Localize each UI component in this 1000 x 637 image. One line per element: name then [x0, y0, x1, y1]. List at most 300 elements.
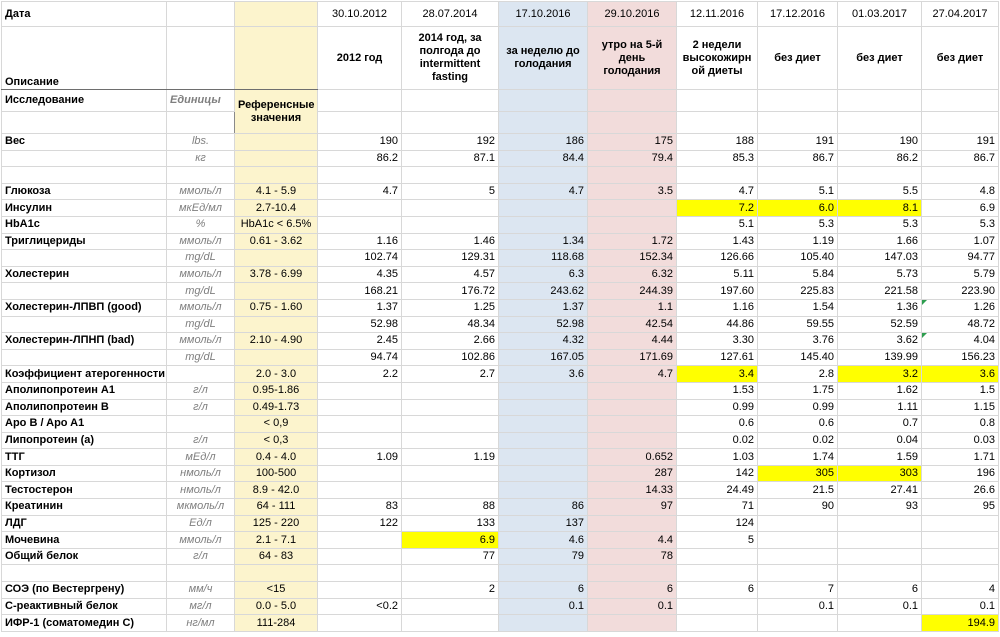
row-label-cell[interactable]: Аполипопротеин В [2, 399, 167, 416]
value-cell[interactable]: 0.8 [922, 416, 999, 433]
value-cell[interactable]: <0.2 [318, 598, 402, 615]
description-header-cell[interactable]: за неделю до голодания [499, 27, 588, 90]
value-cell[interactable] [499, 482, 588, 499]
value-cell[interactable] [402, 399, 499, 416]
value-cell[interactable] [402, 416, 499, 433]
value-cell[interactable]: 102.86 [402, 349, 499, 366]
value-cell[interactable]: 21.5 [758, 482, 838, 499]
value-cell[interactable]: 5.84 [758, 266, 838, 283]
value-cell[interactable] [677, 598, 758, 615]
value-cell[interactable] [318, 565, 402, 582]
value-cell[interactable]: 52.59 [838, 316, 922, 333]
value-cell[interactable]: 192 [402, 134, 499, 151]
value-cell[interactable]: 1.03 [677, 449, 758, 466]
value-cell[interactable] [677, 615, 758, 632]
reference-cell[interactable]: 2.0 - 3.0 [235, 366, 318, 383]
reference-cell[interactable] [235, 150, 318, 167]
date-header-cell[interactable]: 30.10.2012 [318, 2, 402, 27]
value-cell[interactable]: 0.652 [588, 449, 677, 466]
value-cell[interactable]: 167.05 [499, 349, 588, 366]
value-cell[interactable]: 3.6 [922, 366, 999, 383]
unit-cell[interactable]: г/л [167, 432, 235, 449]
empty-header-cell[interactable] [318, 90, 402, 112]
value-cell[interactable]: 303 [838, 465, 922, 482]
value-cell[interactable]: 0.6 [677, 416, 758, 433]
value-cell[interactable]: 7 [758, 582, 838, 599]
value-cell[interactable]: 0.03 [922, 432, 999, 449]
value-cell[interactable]: 1.43 [677, 233, 758, 250]
value-cell[interactable]: 105.40 [758, 250, 838, 267]
value-cell[interactable] [318, 200, 402, 217]
value-cell[interactable]: 175 [588, 134, 677, 151]
value-cell[interactable] [758, 515, 838, 532]
value-cell[interactable]: 3.76 [758, 333, 838, 350]
value-cell[interactable]: 4.6 [499, 532, 588, 549]
value-cell[interactable]: 1.37 [318, 299, 402, 316]
value-cell[interactable]: 0.02 [758, 432, 838, 449]
description-header-cell[interactable]: 2012 год [318, 27, 402, 90]
value-cell[interactable]: 5.73 [838, 266, 922, 283]
value-cell[interactable]: 223.90 [922, 283, 999, 300]
row-label-cell[interactable] [2, 349, 167, 366]
reference-cell[interactable] [235, 283, 318, 300]
value-cell[interactable] [402, 216, 499, 233]
value-cell[interactable]: 5 [677, 532, 758, 549]
empty-header-cell[interactable] [588, 112, 677, 134]
value-cell[interactable]: 137 [499, 515, 588, 532]
description-header-cell[interactable]: без диет [758, 27, 838, 90]
row-label-cell[interactable] [2, 150, 167, 167]
row-label-cell[interactable] [2, 250, 167, 267]
value-cell[interactable]: 24.49 [677, 482, 758, 499]
value-cell[interactable]: 287 [588, 465, 677, 482]
value-cell[interactable]: 1.75 [758, 382, 838, 399]
unit-cell[interactable] [167, 167, 235, 184]
value-cell[interactable]: 139.99 [838, 349, 922, 366]
description-label-cell[interactable]: Описание [2, 27, 167, 90]
value-cell[interactable]: 4.7 [318, 183, 402, 200]
value-cell[interactable] [588, 399, 677, 416]
value-cell[interactable]: 78 [588, 548, 677, 565]
value-cell[interactable]: 84.4 [499, 150, 588, 167]
unit-cell[interactable]: ммоль/л [167, 299, 235, 316]
reference-cell[interactable]: < 0,3 [235, 432, 318, 449]
value-cell[interactable]: 1.59 [838, 449, 922, 466]
value-cell[interactable]: 97 [588, 499, 677, 516]
empty-header-cell[interactable] [402, 90, 499, 112]
value-cell[interactable]: 71 [677, 499, 758, 516]
value-cell[interactable] [588, 416, 677, 433]
row-label-cell[interactable]: ИФР-1 (соматомедин C) [2, 615, 167, 632]
value-cell[interactable]: 1.19 [758, 233, 838, 250]
value-cell[interactable] [318, 582, 402, 599]
value-cell[interactable]: 2 [402, 582, 499, 599]
value-cell[interactable]: 1.62 [838, 382, 922, 399]
value-cell[interactable]: 0.99 [758, 399, 838, 416]
value-cell[interactable]: 2.8 [758, 366, 838, 383]
reference-cell[interactable]: 8.9 - 42.0 [235, 482, 318, 499]
value-cell[interactable]: 79.4 [588, 150, 677, 167]
date-header-cell[interactable]: 29.10.2016 [588, 2, 677, 27]
value-cell[interactable]: 94.74 [318, 349, 402, 366]
value-cell[interactable]: 133 [402, 515, 499, 532]
value-cell[interactable]: 1.1 [588, 299, 677, 316]
unit-cell[interactable]: г/л [167, 548, 235, 565]
row-label-cell[interactable]: Вес [2, 134, 167, 151]
row-label-cell[interactable]: HbA1c [2, 216, 167, 233]
unit-cell[interactable]: lbs. [167, 134, 235, 151]
value-cell[interactable]: 0.6 [758, 416, 838, 433]
value-cell[interactable]: 188 [677, 134, 758, 151]
value-cell[interactable]: 8.1 [838, 200, 922, 217]
row-label-cell[interactable]: Мочевина [2, 532, 167, 549]
value-cell[interactable]: 244.39 [588, 283, 677, 300]
value-cell[interactable]: 7.2 [677, 200, 758, 217]
value-cell[interactable] [588, 432, 677, 449]
date-label-cell[interactable]: Дата [2, 2, 167, 27]
value-cell[interactable]: 26.6 [922, 482, 999, 499]
row-label-cell[interactable]: Apo B / Apo A1 [2, 416, 167, 433]
value-cell[interactable] [922, 565, 999, 582]
value-cell[interactable] [758, 615, 838, 632]
value-cell[interactable]: 44.86 [677, 316, 758, 333]
value-cell[interactable] [758, 532, 838, 549]
value-cell[interactable]: 79 [499, 548, 588, 565]
value-cell[interactable]: 5.3 [922, 216, 999, 233]
value-cell[interactable] [922, 532, 999, 549]
unit-cell[interactable]: ммоль/л [167, 183, 235, 200]
empty-header-cell[interactable] [588, 90, 677, 112]
value-cell[interactable] [318, 615, 402, 632]
value-cell[interactable] [499, 449, 588, 466]
value-cell[interactable]: 0.1 [758, 598, 838, 615]
value-cell[interactable]: 5 [402, 183, 499, 200]
value-cell[interactable]: 86.7 [758, 150, 838, 167]
unit-cell[interactable]: нг/мл [167, 615, 235, 632]
value-cell[interactable] [402, 598, 499, 615]
value-cell[interactable]: 1.19 [402, 449, 499, 466]
value-cell[interactable] [402, 615, 499, 632]
value-cell[interactable] [758, 167, 838, 184]
value-cell[interactable]: 94.77 [922, 250, 999, 267]
empty-header-cell[interactable] [758, 112, 838, 134]
unit-cell[interactable]: mg/dL [167, 316, 235, 333]
unit-cell[interactable]: г/л [167, 399, 235, 416]
date-header-cell[interactable]: 01.03.2017 [838, 2, 922, 27]
unit-cell[interactable]: mg/dL [167, 250, 235, 267]
value-cell[interactable] [499, 399, 588, 416]
unit-cell[interactable]: Ед/л [167, 515, 235, 532]
value-cell[interactable]: 1.16 [677, 299, 758, 316]
row-label-cell[interactable]: ЛДГ [2, 515, 167, 532]
row-label-cell[interactable]: Холестерин [2, 266, 167, 283]
value-cell[interactable]: 1.36 [838, 299, 922, 316]
reference-column-cell[interactable] [235, 27, 318, 90]
value-cell[interactable]: 86 [499, 499, 588, 516]
unit-cell[interactable] [167, 565, 235, 582]
value-cell[interactable]: 1.66 [838, 233, 922, 250]
value-cell[interactable]: 52.98 [318, 316, 402, 333]
reference-cell[interactable]: HbA1c < 6.5% [235, 216, 318, 233]
empty-cell[interactable] [167, 2, 235, 27]
reference-cell[interactable]: 0.4 - 4.0 [235, 449, 318, 466]
value-cell[interactable] [402, 167, 499, 184]
value-cell[interactable]: 147.03 [838, 250, 922, 267]
row-label-cell[interactable]: Триглицериды [2, 233, 167, 250]
empty-cell[interactable] [2, 112, 167, 134]
value-cell[interactable] [318, 432, 402, 449]
value-cell[interactable]: 3.5 [588, 183, 677, 200]
value-cell[interactable]: 90 [758, 499, 838, 516]
value-cell[interactable]: 197.60 [677, 283, 758, 300]
value-cell[interactable]: 0.7 [838, 416, 922, 433]
value-cell[interactable]: 6 [588, 582, 677, 599]
value-cell[interactable] [499, 565, 588, 582]
value-cell[interactable] [318, 167, 402, 184]
value-cell[interactable]: 2.2 [318, 366, 402, 383]
value-cell[interactable]: 5.1 [677, 216, 758, 233]
value-cell[interactable] [838, 615, 922, 632]
row-label-cell[interactable]: Аполипопротеин А1 [2, 382, 167, 399]
value-cell[interactable]: 42.54 [588, 316, 677, 333]
empty-header-cell[interactable] [758, 90, 838, 112]
unit-cell[interactable]: нмоль/л [167, 482, 235, 499]
empty-header-cell[interactable] [499, 112, 588, 134]
reference-cell[interactable]: 4.1 - 5.9 [235, 183, 318, 200]
value-cell[interactable]: 0.1 [922, 598, 999, 615]
reference-values-header-cell[interactable]: Референсные значения [235, 90, 318, 134]
value-cell[interactable]: 1.26 [922, 299, 999, 316]
reference-cell[interactable]: 2.1 - 7.1 [235, 532, 318, 549]
value-cell[interactable]: 52.98 [499, 316, 588, 333]
value-cell[interactable]: 5.11 [677, 266, 758, 283]
value-cell[interactable]: 1.46 [402, 233, 499, 250]
empty-cell[interactable] [167, 112, 235, 134]
value-cell[interactable]: 4 [922, 582, 999, 599]
unit-cell[interactable]: mg/dL [167, 283, 235, 300]
unit-cell[interactable]: ммоль/л [167, 233, 235, 250]
test-label-cell[interactable]: Исследование [2, 90, 167, 112]
value-cell[interactable]: 190 [318, 134, 402, 151]
value-cell[interactable]: 124 [677, 515, 758, 532]
empty-header-cell[interactable] [402, 112, 499, 134]
value-cell[interactable] [402, 200, 499, 217]
unit-cell[interactable]: мЕд/л [167, 449, 235, 466]
row-label-cell[interactable] [2, 167, 167, 184]
value-cell[interactable]: 4.32 [499, 333, 588, 350]
description-header-cell[interactable]: 2014 год, за полгода до intermittent fasting [402, 27, 499, 90]
reference-cell[interactable]: 0.95-1.86 [235, 382, 318, 399]
unit-cell[interactable]: ммоль/л [167, 333, 235, 350]
value-cell[interactable]: 14.33 [588, 482, 677, 499]
value-cell[interactable] [677, 548, 758, 565]
value-cell[interactable]: 1.09 [318, 449, 402, 466]
value-cell[interactable] [318, 532, 402, 549]
value-cell[interactable] [499, 432, 588, 449]
unit-cell[interactable]: мкмоль/л [167, 499, 235, 516]
value-cell[interactable]: 305 [758, 465, 838, 482]
empty-header-cell[interactable] [838, 90, 922, 112]
unit-cell[interactable]: г/л [167, 382, 235, 399]
value-cell[interactable]: 87.1 [402, 150, 499, 167]
value-cell[interactable] [588, 515, 677, 532]
value-cell[interactable]: 3.62 [838, 333, 922, 350]
row-label-cell[interactable] [2, 316, 167, 333]
value-cell[interactable] [588, 167, 677, 184]
value-cell[interactable]: 4.04 [922, 333, 999, 350]
value-cell[interactable]: 126.66 [677, 250, 758, 267]
value-cell[interactable] [318, 482, 402, 499]
empty-header-cell[interactable] [922, 90, 999, 112]
unit-cell[interactable]: мм/ч [167, 582, 235, 599]
value-cell[interactable] [402, 465, 499, 482]
reference-cell[interactable] [235, 167, 318, 184]
value-cell[interactable]: 196 [922, 465, 999, 482]
date-header-cell[interactable]: 17.12.2016 [758, 2, 838, 27]
value-cell[interactable]: 1.25 [402, 299, 499, 316]
empty-header-cell[interactable] [499, 90, 588, 112]
value-cell[interactable] [838, 532, 922, 549]
value-cell[interactable]: 48.34 [402, 316, 499, 333]
row-label-cell[interactable]: Тестостерон [2, 482, 167, 499]
value-cell[interactable]: 152.34 [588, 250, 677, 267]
empty-header-cell[interactable] [838, 112, 922, 134]
value-cell[interactable] [318, 416, 402, 433]
date-header-cell[interactable]: 27.04.2017 [922, 2, 999, 27]
reference-cell[interactable] [235, 316, 318, 333]
value-cell[interactable] [588, 565, 677, 582]
unit-cell[interactable]: мкЕд/мл [167, 200, 235, 217]
value-cell[interactable]: 83 [318, 499, 402, 516]
value-cell[interactable]: 127.61 [677, 349, 758, 366]
value-cell[interactable]: 4.44 [588, 333, 677, 350]
value-cell[interactable]: 3.30 [677, 333, 758, 350]
value-cell[interactable]: 5.5 [838, 183, 922, 200]
reference-cell[interactable]: 0.61 - 3.62 [235, 233, 318, 250]
units-label-cell[interactable]: Единицы [167, 90, 235, 112]
value-cell[interactable]: 194.9 [922, 615, 999, 632]
value-cell[interactable]: 86.2 [838, 150, 922, 167]
value-cell[interactable]: 1.15 [922, 399, 999, 416]
reference-cell[interactable]: 0.0 - 5.0 [235, 598, 318, 615]
value-cell[interactable]: 86.7 [922, 150, 999, 167]
value-cell[interactable] [318, 548, 402, 565]
date-header-cell[interactable]: 17.10.2016 [499, 2, 588, 27]
value-cell[interactable] [838, 515, 922, 532]
value-cell[interactable]: 5.79 [922, 266, 999, 283]
value-cell[interactable]: 6.9 [922, 200, 999, 217]
value-cell[interactable]: 6.9 [402, 532, 499, 549]
unit-cell[interactable]: % [167, 216, 235, 233]
reference-cell[interactable]: <15 [235, 582, 318, 599]
value-cell[interactable] [758, 548, 838, 565]
value-cell[interactable]: 1.72 [588, 233, 677, 250]
value-cell[interactable]: 190 [838, 134, 922, 151]
value-cell[interactable]: 225.83 [758, 283, 838, 300]
value-cell[interactable]: 6.3 [499, 266, 588, 283]
unit-cell[interactable] [167, 416, 235, 433]
value-cell[interactable]: 86.2 [318, 150, 402, 167]
value-cell[interactable]: 122 [318, 515, 402, 532]
unit-cell[interactable]: ммоль/л [167, 266, 235, 283]
value-cell[interactable]: 0.99 [677, 399, 758, 416]
row-label-cell[interactable]: Холестерин-ЛПВП (good) [2, 299, 167, 316]
value-cell[interactable]: 0.1 [499, 598, 588, 615]
value-cell[interactable]: 156.23 [922, 349, 999, 366]
value-cell[interactable]: 1.53 [677, 382, 758, 399]
value-cell[interactable]: 4.35 [318, 266, 402, 283]
date-header-cell[interactable]: 12.11.2016 [677, 2, 758, 27]
value-cell[interactable]: 2.66 [402, 333, 499, 350]
value-cell[interactable]: 129.31 [402, 250, 499, 267]
value-cell[interactable]: 142 [677, 465, 758, 482]
value-cell[interactable] [758, 565, 838, 582]
row-label-cell[interactable]: Коэффициент атерогенности [2, 366, 167, 383]
reference-cell[interactable]: 64 - 111 [235, 499, 318, 516]
row-label-cell[interactable]: СОЭ (по Вестергрену) [2, 582, 167, 599]
empty-header-cell[interactable] [922, 112, 999, 134]
value-cell[interactable]: 4.8 [922, 183, 999, 200]
value-cell[interactable]: 1.16 [318, 233, 402, 250]
reference-cell[interactable]: 125 - 220 [235, 515, 318, 532]
unit-cell[interactable]: mg/dL [167, 349, 235, 366]
value-cell[interactable] [402, 482, 499, 499]
value-cell[interactable]: 3.4 [677, 366, 758, 383]
value-cell[interactable]: 6.0 [758, 200, 838, 217]
reference-cell[interactable]: 0.49-1.73 [235, 399, 318, 416]
reference-cell[interactable]: 64 - 83 [235, 548, 318, 565]
value-cell[interactable]: 2.7 [402, 366, 499, 383]
value-cell[interactable] [838, 565, 922, 582]
value-cell[interactable]: 4.57 [402, 266, 499, 283]
row-label-cell[interactable] [2, 565, 167, 582]
value-cell[interactable] [588, 200, 677, 217]
value-cell[interactable]: 243.62 [499, 283, 588, 300]
value-cell[interactable]: 118.68 [499, 250, 588, 267]
value-cell[interactable] [499, 382, 588, 399]
value-cell[interactable]: 6 [499, 582, 588, 599]
description-header-cell[interactable]: без диет [922, 27, 999, 90]
unit-cell[interactable]: мг/л [167, 598, 235, 615]
reference-cell[interactable]: 3.78 - 6.99 [235, 266, 318, 283]
value-cell[interactable]: 0.1 [838, 598, 922, 615]
value-cell[interactable]: 176.72 [402, 283, 499, 300]
description-header-cell[interactable]: утро на 5-й день голодания [588, 27, 677, 90]
value-cell[interactable]: 168.21 [318, 283, 402, 300]
value-cell[interactable]: 6.32 [588, 266, 677, 283]
reference-cell[interactable] [235, 565, 318, 582]
value-cell[interactable]: 221.58 [838, 283, 922, 300]
reference-cell[interactable] [235, 134, 318, 151]
value-cell[interactable]: 93 [838, 499, 922, 516]
value-cell[interactable]: 1.11 [838, 399, 922, 416]
value-cell[interactable] [588, 382, 677, 399]
value-cell[interactable] [318, 382, 402, 399]
value-cell[interactable]: 3.6 [499, 366, 588, 383]
value-cell[interactable]: 77 [402, 548, 499, 565]
row-label-cell[interactable]: Липопротеин (a) [2, 432, 167, 449]
value-cell[interactable] [318, 399, 402, 416]
unit-cell[interactable] [167, 366, 235, 383]
value-cell[interactable]: 1.37 [499, 299, 588, 316]
value-cell[interactable]: 171.69 [588, 349, 677, 366]
value-cell[interactable]: 1.5 [922, 382, 999, 399]
value-cell[interactable] [922, 167, 999, 184]
reference-cell[interactable] [235, 349, 318, 366]
value-cell[interactable]: 2.45 [318, 333, 402, 350]
reference-cell[interactable]: 0.75 - 1.60 [235, 299, 318, 316]
reference-cell[interactable]: < 0,9 [235, 416, 318, 433]
